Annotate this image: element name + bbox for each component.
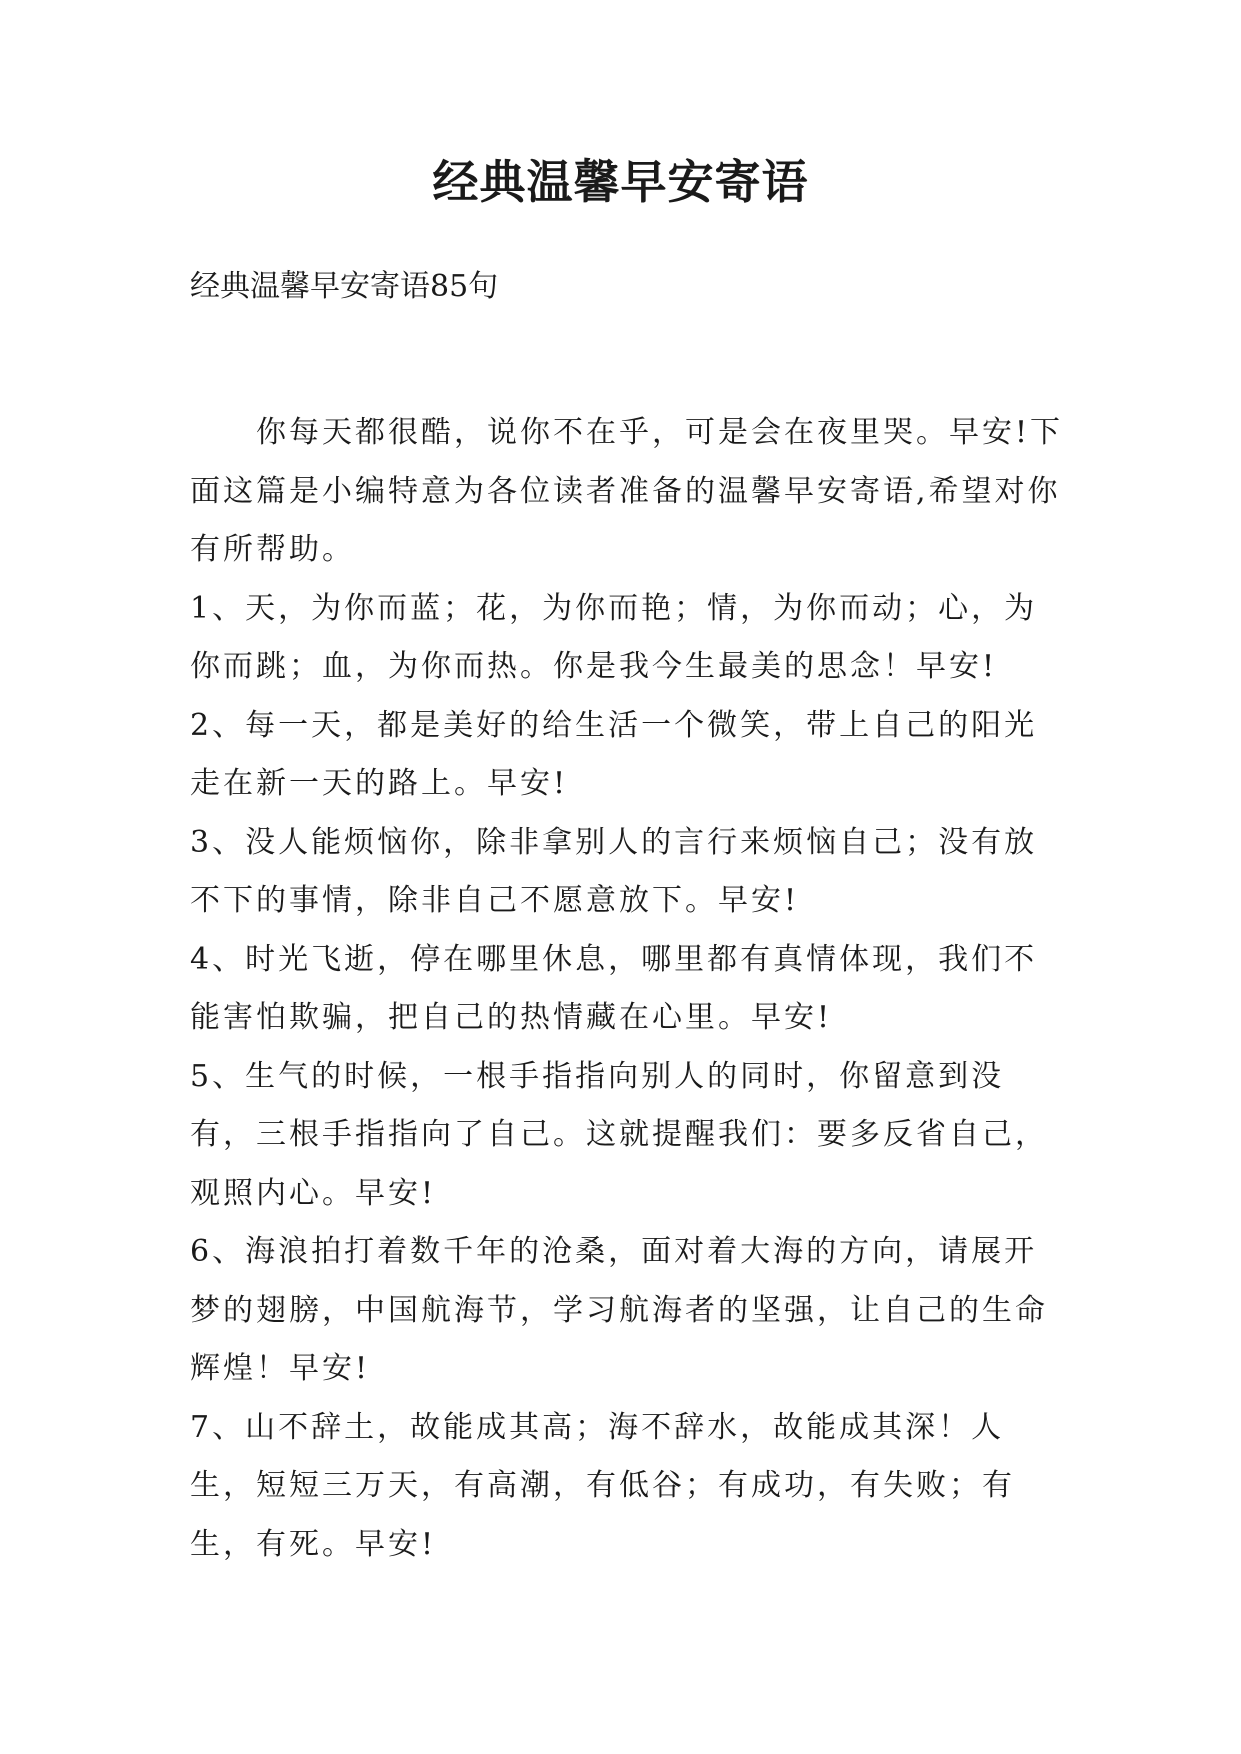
- list-item: 4、时光飞逝，停在哪里休息，哪里都有真情体现，我们不能害怕欺骗，把自己的热情藏在心里。早安!: [190, 941, 1038, 1035]
- list-item: 2、每一天，都是美好的给生活一个微笑，带上自己的阳光走在新一天的路上。早安!: [190, 707, 1038, 801]
- list-item: 3、没人能烦恼你，除非拿别人的言行来烦恼自己；没有放不下的事情，除非自己不愿意放下。早安!: [190, 824, 1038, 918]
- list-item: 1、天，为你而蓝；花，为你而艳；情，为你而动；心，为你而跳；血，为你而热。你是我今生最美的思念！早安!: [190, 590, 1038, 684]
- intro-paragraph: 你每天都很酷，说你不在乎，可是会在夜里哭。早安!下面这篇是小编特意为各位读者准备的温馨早安寄语,希望对你有所帮助。: [190, 415, 1064, 567]
- list-item: 6、海浪拍打着数千年的沧桑，面对着大海的方向，请展开梦的翅膀，中国航海节，学习航海者的坚强，让自己的生命辉煌！早安!: [190, 1234, 1048, 1386]
- document-title: 经典温馨早安寄语: [432, 155, 809, 209]
- document-body: [190, 404, 1070, 1574]
- list-item: 7、山不辞土，故能成其高；海不辞水，故能成其深！人生，短短三万天，有高潮，有低谷；有成功，有失败；有生，有死。早安!: [190, 1409, 1015, 1562]
- document-subtitle: 经典温馨早安寄语85句: [190, 269, 499, 304]
- list-item: 5、生气的时候，一根手指指向别人的同时，你留意到没有，三根手指指向了自己。这就提醒我们：要多反省自己，观照内心。早安!: [190, 1058, 1048, 1211]
